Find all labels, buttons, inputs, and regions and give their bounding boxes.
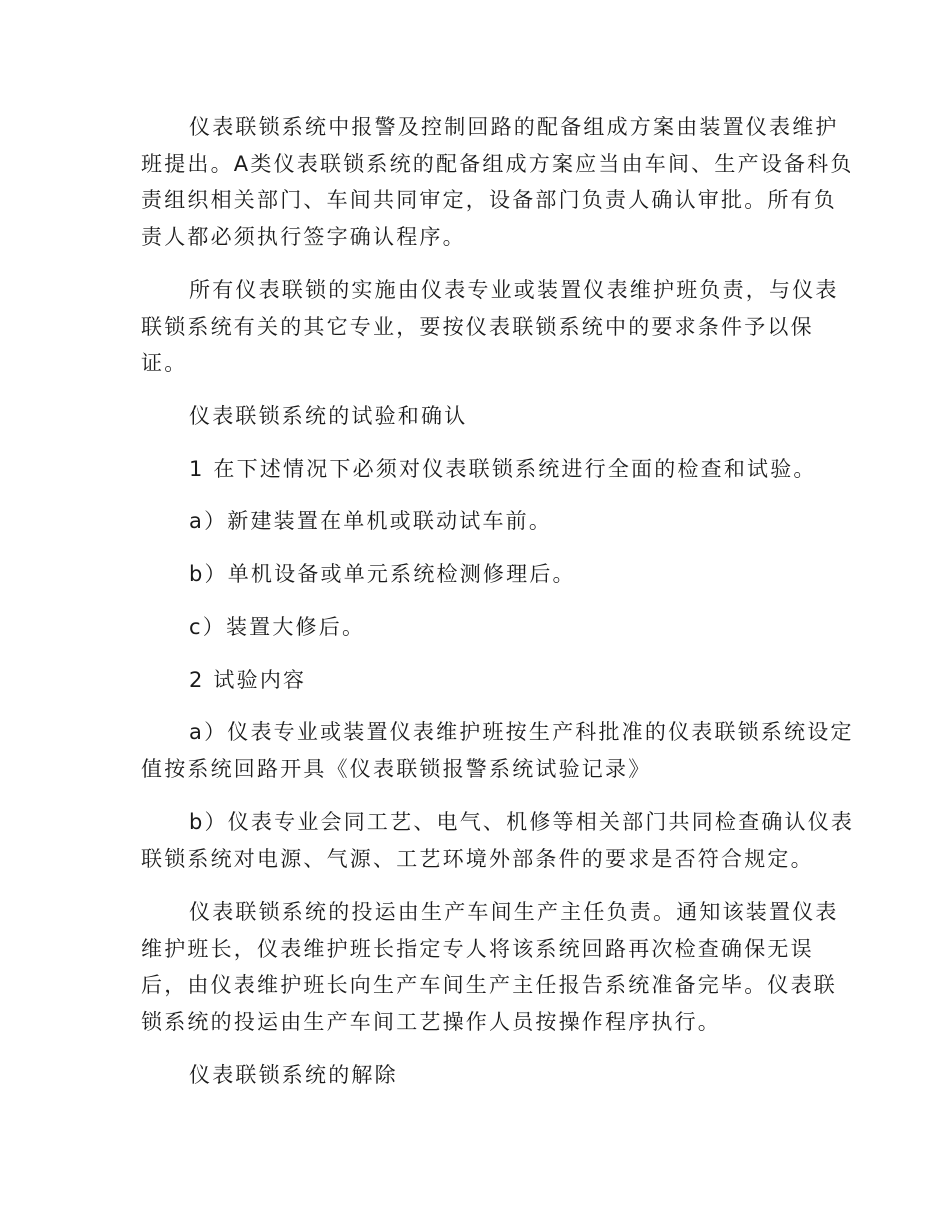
section-heading-test-confirm [141, 398, 809, 435]
text-line: 班提出。A类仪表联锁系统的配备组成方案应当由车间、生产设备科负 [141, 151, 854, 176]
text-line: c）装置大修后。 [189, 615, 366, 639]
text-line: 所有仪表联锁的实施由仪表专业或装置仪表维护班负责，与仪表 [189, 278, 839, 302]
text-line: a）新建装置在单机或联动试车前。 [189, 509, 553, 533]
section-heading-release [141, 1057, 809, 1094]
text-line: 仪表联锁系统中报警及控制回路的配备组成方案由装置仪表维护 [189, 115, 839, 139]
text-line: 维护班长，仪表维护班长指定专人将该系统回路再次检查确保无误 [141, 936, 814, 961]
paragraph-implementation [141, 272, 839, 382]
text-line: 仪表联锁系统的投运由生产车间生产主任负责。通知该装置仪表 [189, 900, 839, 924]
text-line: 1 在下述情况下必须对仪表联锁系统进行全面的检查和试验。 [189, 457, 817, 481]
text-line: b）单机设备或单元系统检测修理后。 [189, 562, 576, 586]
text-line: 仪表联锁系统的解除 [189, 1063, 398, 1087]
paragraph-item-1c [141, 609, 809, 646]
paragraph-item-1b [141, 556, 809, 593]
paragraph-item-1a [141, 503, 809, 540]
paragraph-item-2a [141, 714, 854, 787]
text-line: 证。 [141, 351, 188, 375]
paragraph-config-scheme [141, 109, 854, 255]
text-line: 责人都必须执行签字确认程序。 [141, 224, 466, 249]
text-line: 联锁系统对电源、气源、工艺环境外部条件的要求是否符合规定。 [141, 846, 814, 871]
text-line: 值按系统回路开具《仪表联锁报警系统试验记录》 [141, 756, 652, 781]
text-line: 仪表联锁系统的试验和确认 [189, 404, 468, 428]
text-line: b）仪表专业会同工艺、电气、机修等相关部门共同检查确认仪表 [189, 810, 855, 834]
text-line: 联锁系统有关的其它专业，要按仪表联锁系统中的要求条件予以保 [141, 314, 814, 339]
text-line: 责组织相关部门、车间共同审定，设备部门负责人确认审批。所有负 [141, 188, 837, 212]
text-line: 2 试验内容 [189, 668, 307, 692]
paragraph-item-2 [141, 662, 809, 699]
paragraph-commissioning [141, 894, 839, 1040]
text-line: a）仪表专业或装置仪表维护班按生产科批准的仪表联锁系统设定 [189, 720, 854, 744]
paragraph-item-1 [141, 451, 817, 488]
paragraph-item-2b [141, 804, 855, 877]
text-line: 锁系统的投运由生产车间工艺操作人员按操作程序执行。 [141, 1009, 721, 1034]
text-line: 后，由仪表维护班长向生产车间生产主任报告系统准备完毕。仪表联 [141, 973, 837, 997]
